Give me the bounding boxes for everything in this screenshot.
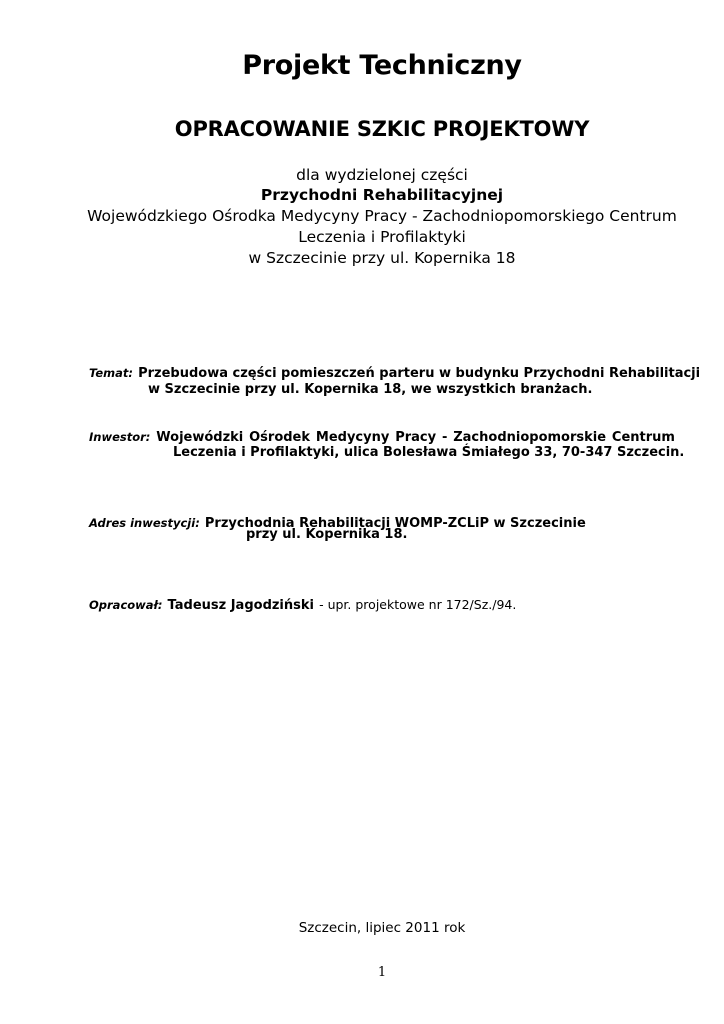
opracowal-label: Opracował: [89,598,163,612]
adres-label: Adres inwestycji: [89,516,200,530]
intro-line-3: Wojewódzkiego Ośrodka Medycyny Pracy - Zachodniopomorskiego Centrum [87,207,677,225]
temat-label: Temat: [89,366,134,380]
temat-line-2: w Szczecinie przy ul. Kopernika 18, we wszystkich branżach. [148,382,593,397]
author-license: - upr. projektowe nr 172/Sz./94. [319,597,517,612]
inwestor-line-1 [89,430,675,445]
inwestor-word: Wojewódzki [156,430,244,445]
intro-line-4: Leczenia i Profilaktyki [298,228,466,246]
inwestor-word: Pracy [395,430,437,445]
adres-line-1: Przychodnia Rehabilitacji WOMP-ZCLiP w Szczecinie [204,516,586,531]
adres-line-2: przy ul. Kopernika 18. [246,527,408,542]
inwestor-word: Zachodniopomorskie [453,430,607,445]
inwestor-line-2: Leczenia i Profilaktyki, ulica Bolesława Śmiałego 33, 70-347 Szczecin. [173,445,685,460]
inwestor-word: Medycyny [315,430,390,445]
author-name: Tadeusz Jagodziński [167,598,314,613]
inwestor-word: Ośrodek [249,430,311,445]
intro-line-2: Przychodni Rehabilitacyjnej [260,186,504,204]
temat-line-1: Przebudowa części pomieszczeń parteru w budynku Przychodni Rehabilitacji [138,366,701,381]
inwestor-word: - [441,430,448,445]
temat-section [89,362,700,381]
inwestor-word: Centrum [611,430,675,445]
intro-line-1: dla wydzielonej części [296,166,468,184]
document-title: Projekt Techniczny [242,50,522,81]
document-subtitle: OPRACOWANIE SZKIC PROJEKTOWY [174,117,590,141]
inwestor-label: Inwestor: [89,430,151,444]
inwestor-section [89,430,675,445]
place-date: Szczecin, lipiec 2011 rok [298,920,466,936]
intro-line-5: w Szczecinie przy ul. Kopernika 18 [248,249,516,267]
opracowal-section [89,594,516,613]
page-number: 1 [377,965,387,980]
